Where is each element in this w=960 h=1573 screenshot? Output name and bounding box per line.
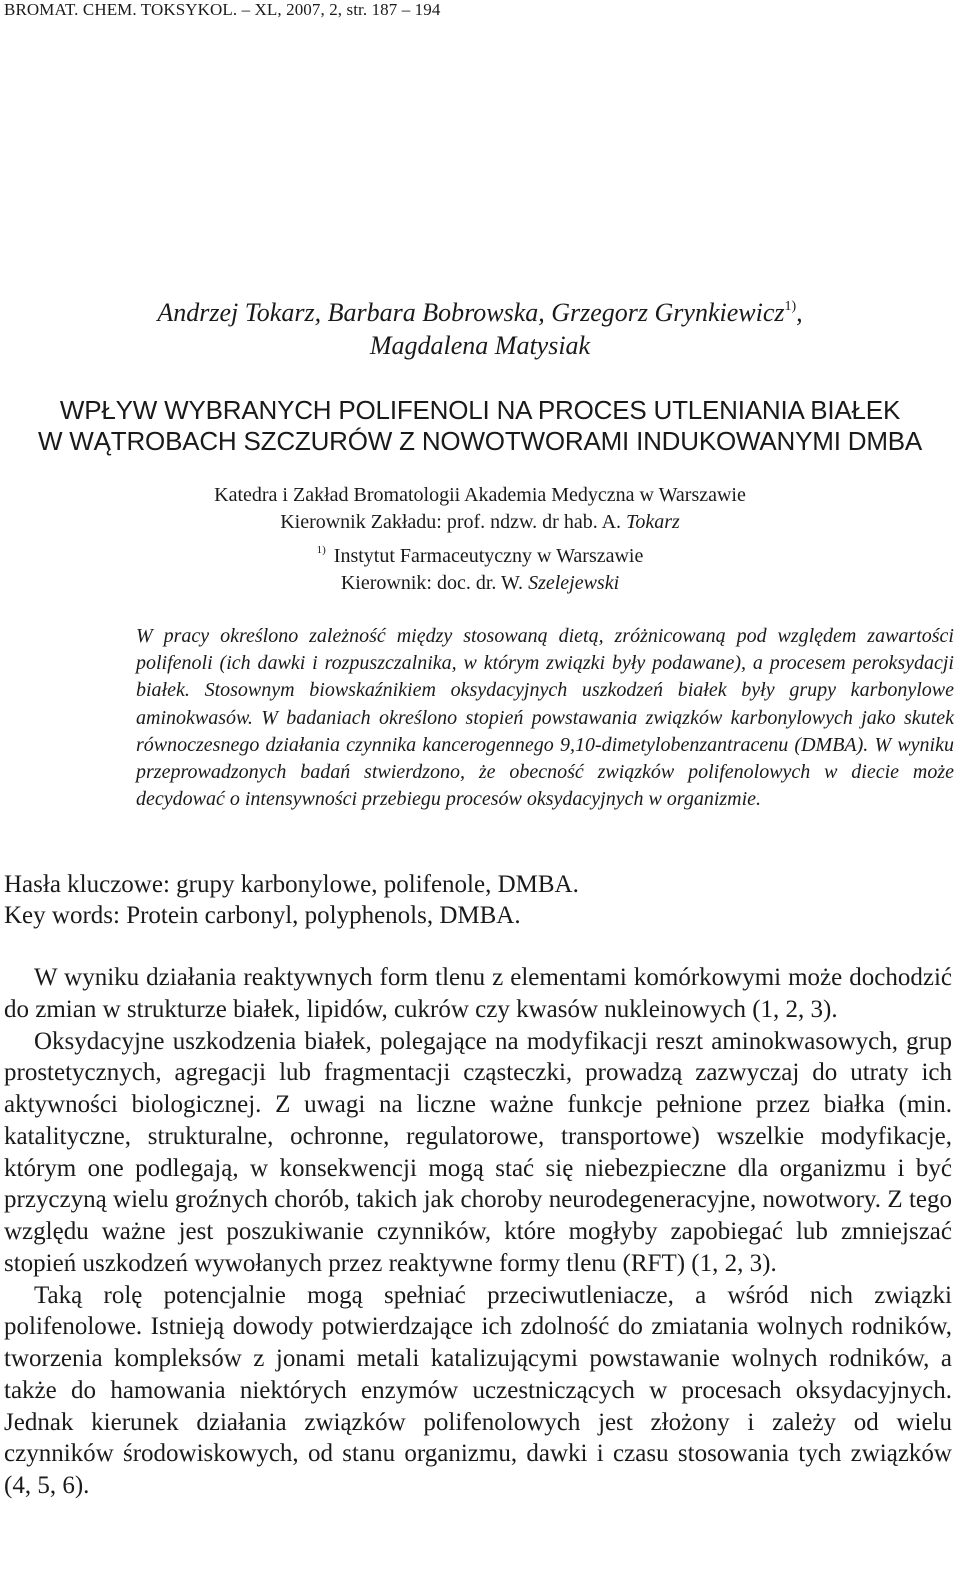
title-line-1: WPŁYW WYBRANYCH POLIFENOLI NA PROCES UTLENIANIA BIAŁEK xyxy=(59,395,901,425)
authors-names: Andrzej Tokarz, Barbara Bobrowska, Grzegorz Grynkiewicz xyxy=(157,298,785,327)
body-text xyxy=(4,962,952,1502)
keywords-block xyxy=(4,869,579,931)
running-head: BROMAT. CHEM. TOKSYKOL. – XL, 2007, 2, str. 187 – 194 xyxy=(4,0,441,19)
keywords-en: Key words: Protein carbonyl, polyphenols, DMBA. xyxy=(4,902,521,929)
affiliation-department: Katedra i Zakład Bromatologii Akademia Medyczna w Warszawie xyxy=(214,484,746,506)
affiliation-head-2 xyxy=(0,570,960,596)
institute-name: Instytut Farmaceutyczny w Warszawie xyxy=(333,545,644,567)
keywords-pl: Hasła kluczowe: grupy karbonylowe, polifenole, DMBA. xyxy=(4,871,579,898)
abstract: W pracy określono zależność między stosowaną dietą, zróżnicowaną pod względem zawartości polifenoli (ich dawki i rozpuszczalnika, w którym związki były podawane), a procesem peroksydacji białek. Stosownym biowskaźnikiem oksydacyjnych uszkodzeń białek były grupy karbonylowe aminokwasów. W badaniach określono stopień powstawania związków karbonylowych jako skutek równoczesnego działania czynnika kancerogennego 9,10-dimetylobenzantracenu (DMBA). W wyniku przeprowadzonych badań stwierdzono, że obecność związków polifenolowych w diecie może decydować o intensywności przebiegu procesów oksydacyjnych w organizmie. xyxy=(136,625,954,811)
affiliation-head-1 xyxy=(0,509,960,535)
paragraph: W wyniku działania reaktywnych form tlenu z elementami komórkowymi może dochodzić do zmian w strukturze białek, lipidów, cukrów czy kwasów nukleinowych (1, 2, 3). xyxy=(4,964,952,1023)
head1-prefix: Kierownik Zakładu: prof. ndzw. dr hab. A. xyxy=(280,511,627,533)
author-line-1 xyxy=(0,296,960,329)
head2-prefix: Kierownik: doc. dr. W. xyxy=(340,572,529,594)
head2-name: Szelejewski xyxy=(528,572,620,594)
title-line-2: W WĄTROBACH SZCZURÓW Z NOWOTWORAMI INDUKOWANYMI DMBA xyxy=(37,426,923,456)
author-list xyxy=(0,296,960,362)
institute-mark: 1) xyxy=(316,544,326,556)
paragraph: Taką rolę potencjalnie mogą spełniać przeciwutleniacze, a wśród nich związki polifenolowe. Istnieją dowody potwierdzające ich zdolność do zmiatania wolnych rodników, tworzenia kompleksów z jonami metali katalizującymi powstawanie wolnych rodników, a także do hamowania niektórych enzymów uczestniczących w procesach oksydacyjnych. Jednak kierunek działania związków polifenolowych jest złożony i zależy od wielu czynników środowiskowych, od stanu organizmu, dawki i czasu stosowania tych związków (4, 5, 6). xyxy=(4,1281,952,1499)
author-affiliation-mark: 1) xyxy=(784,299,797,314)
head1-name: Tokarz xyxy=(626,511,680,533)
article-title xyxy=(0,395,960,457)
authors-comma: , xyxy=(796,298,803,327)
author-line-2: Magdalena Matysiak xyxy=(369,331,591,360)
affiliation-institute xyxy=(0,543,960,569)
paragraph: Oksydacyjne uszkodzenia białek, polegające na modyfikacji reszt aminokwasowych, grup prostetycznych, agregacji lub fragmentacji cząsteczki, prowadzą zazwyczaj do utraty ich aktywności biologicznej. Z uwagi na liczne ważne funkcje pełnione przez białka (min. katalityczne, strukturalne, ochronne, regulatorowe, transportowe) wszelkie modyfikacje, którym one podlegają, w konsekwencji mogą stać się niebezpieczne dla organizmu i być przyczyną wielu groźnych chorób, takich jak choroby neurodegeneracyjne, nowotwory. Z tego względu ważne jest poszukiwanie czynników, które mogłyby zapobiegać lub zmniejszać stopień uszkodzeń wywołanych przez reaktywne formy tlenu (RFT) (1, 2, 3). xyxy=(4,1027,952,1277)
